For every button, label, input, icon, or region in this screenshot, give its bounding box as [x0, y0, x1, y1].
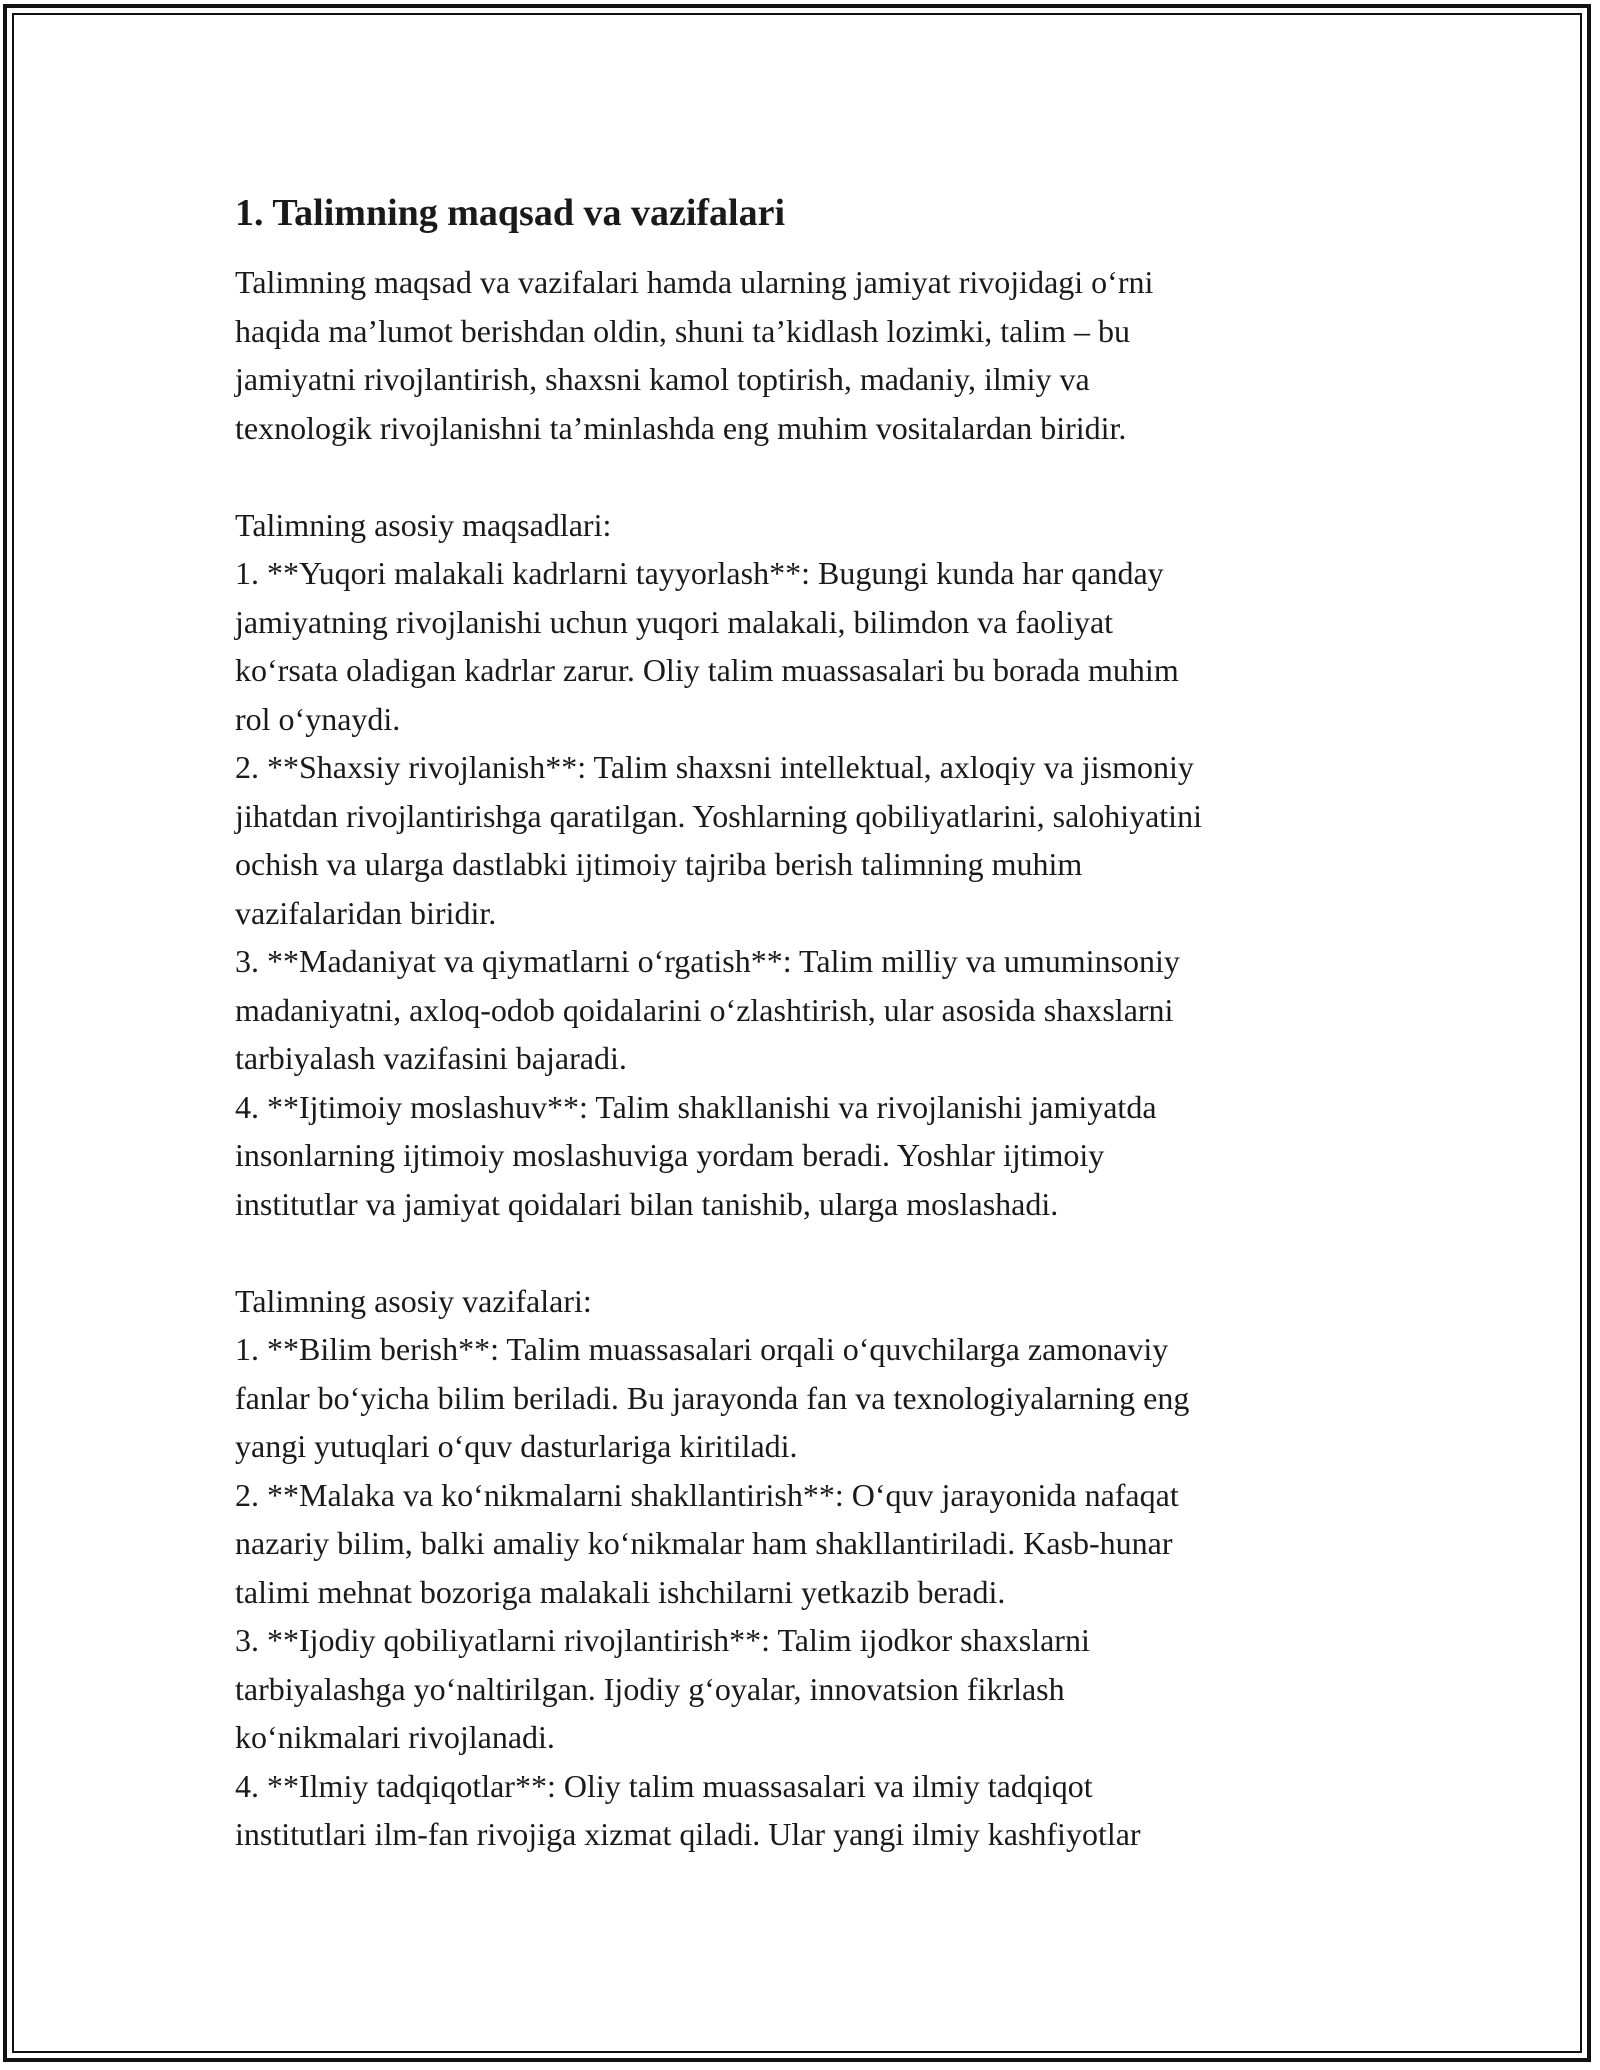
goal-item-2: 2. **Shaxsiy rivojlanish**: Talim shaxsni intellektual, axloqiy va jismoniy jihatdan rivojlantirishga qaratilgan. Yoshlarning qobiliyatlarini, salohiyatini ochish va ularga dastlabki ijtimoiy tajriba berish talimning muhim vazifalaridan biridir.: [235, 749, 1202, 931]
tasks-heading: Talimning asosiy vazifalari:: [235, 1282, 592, 1319]
goal-item-4: 4. **Ijtimoiy moslashuv**: Talim shakllanishi va rivojlanishi jamiyatda insonlarning ijtimoiy moslashuviga yordam beradi. Yoshlar ijtimoiy institutlar va jamiyat qoidalari bilan tanishib, ularga moslashadi.: [235, 1088, 1157, 1222]
goal-item-3: 3. **Madaniyat va qiymatlarni o‘rgatish**: Talim milliy va umuminsoniy madaniyatni, axloq-odob qoidalarini o‘zlashtirish, ular asosida shaxslarni tarbiyalash vazifasini bajaradi.: [235, 943, 1180, 1076]
paragraph-spacer: [235, 1228, 1385, 1277]
goals-heading: Talimning asosiy maqsadlari:: [235, 506, 612, 543]
paragraph-spacer: [235, 452, 1385, 501]
goal-item-1: 1. **Yuqori malakali kadrlarni tayyorlash**: Bugungi kunda har qanday jamiyatning rivojlanishi uchun yuqori malakali, bilimdon va faoliyat ko‘rsata oladigan kadrlar zarur. Oliy talim muassasalari bu borada muhim rol o‘ynaydi.: [235, 555, 1179, 737]
task-item-3: 3. **Ijodiy qobiliyatlarni rivojlantirish**: Talim ijodkor shaxslarni tarbiyalashga yo‘naltirilgan. Ijodiy g‘oyalar, innovatsion fikrlash ko‘nikmalari rivojlanadi.: [235, 1622, 1090, 1755]
document-title: 1. Talimning maqsad va vazifalari: [235, 192, 786, 234]
intro-paragraph: Talimning maqsad va vazifalari hamda ularning jamiyat rivojidagi o‘rni haqida ma’lumot berishdan oldin, shuni ta’kidlash lozimki, talim – bu jamiyatni rivojlantirish, shaxsni kamol toptirish, madaniy, ilmiy va texnologik rivojlanishni ta’minlashda eng muhim vositalardan biridir.: [235, 264, 1154, 446]
document-body: [235, 186, 1385, 1859]
task-item-2: 2. **Malaka va ko‘nikmalarni shakllantirish**: O‘quv jarayonida nafaqat nazariy bilim, balki amaliy ko‘nikmalar ham shakllantiriladi. Kasb-hunar talimi mehnat bozoriga malakali ishchilarni yetkazib beradi.: [235, 1476, 1179, 1610]
task-item-1: 1. **Bilim berish**: Talim muassasalari orqali o‘quvchilarga zamonaviy fanlar bo‘yicha bilim beriladi. Bu jarayonda fan va texnologiyalarning eng yangi yutuqlari o‘quv dasturlariga kiritiladi.: [235, 1331, 1190, 1464]
task-item-4: 4. **Ilmiy tadqiqotlar**: Oliy talim muassasalari va ilmiy tadqiqot institutlari ilm-fan rivojiga xizmat qiladi. Ular yangi ilmiy kashfiyotlar: [235, 1767, 1141, 1852]
